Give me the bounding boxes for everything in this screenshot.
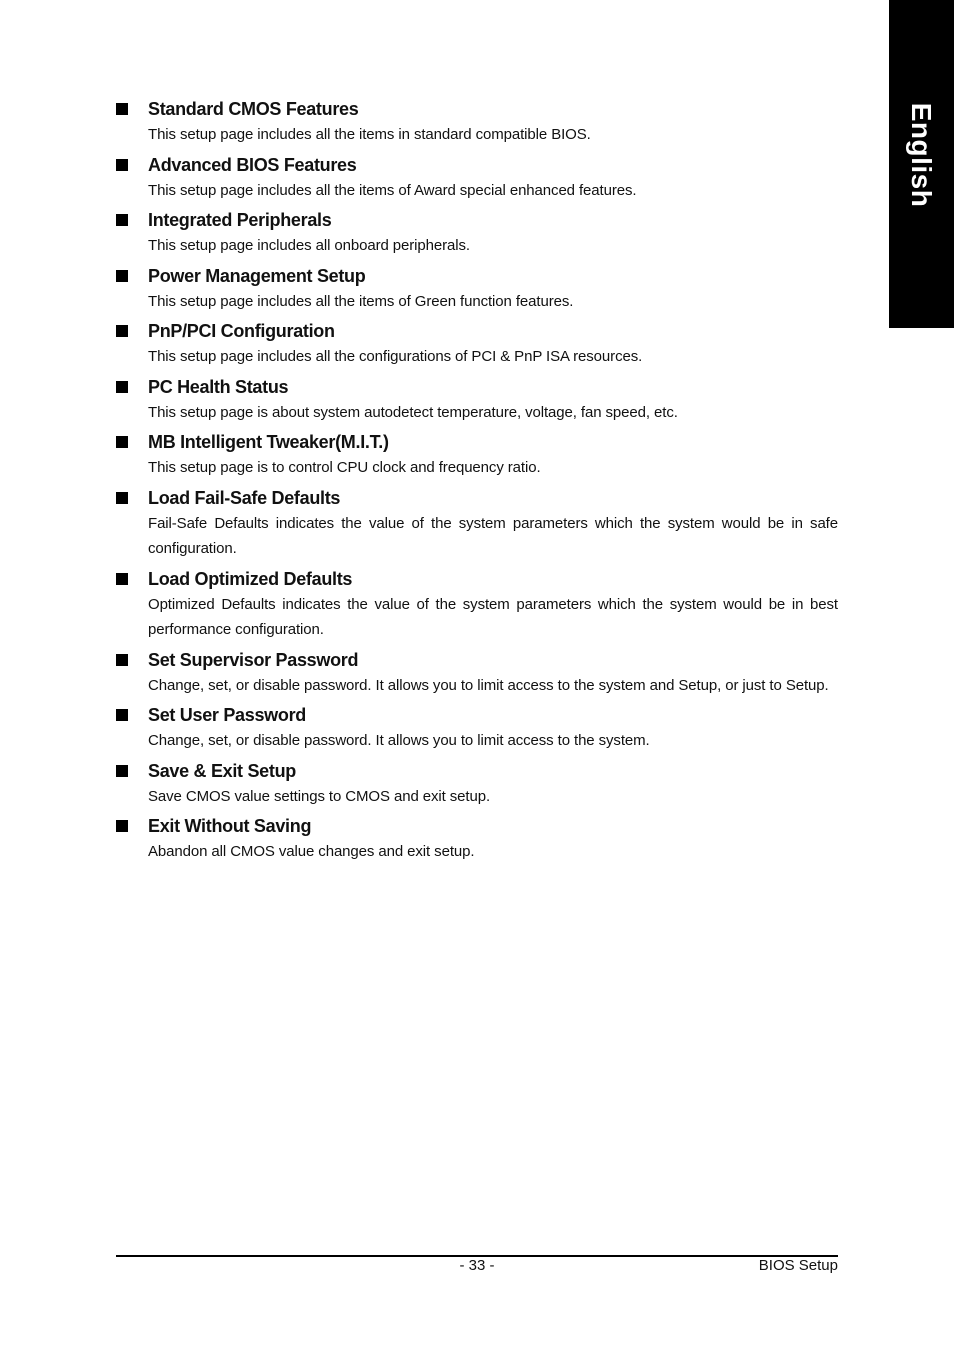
item-title-row xyxy=(116,263,838,289)
item-description: Change, set, or disable password. It allows you to limit access to the system. xyxy=(148,732,650,749)
item-title: MB Intelligent Tweaker(M.I.T.) xyxy=(148,432,389,452)
item-title-row xyxy=(116,702,838,728)
page-number: - 33 - xyxy=(459,1257,495,1274)
item-title: Advanced BIOS Features xyxy=(148,154,357,175)
footer-section-name: BIOS Setup xyxy=(758,1257,838,1274)
square-bullet-icon xyxy=(116,820,128,832)
item-description: This setup page includes all the items of Award special enhanced features. xyxy=(148,181,637,199)
item-title: Set User Password xyxy=(148,705,306,725)
item-title-row xyxy=(116,152,838,178)
menu-item-save-exit-setup xyxy=(116,758,838,810)
item-title: Exit Without Saving xyxy=(148,816,312,836)
item-title-row xyxy=(116,647,838,673)
square-bullet-icon xyxy=(116,159,128,171)
item-title-row xyxy=(116,429,838,455)
item-description: This setup page is about system autodetect temperature, voltage, fan speed, etc. xyxy=(148,403,678,421)
item-title-row xyxy=(116,207,838,233)
menu-item-standard-cmos-features xyxy=(116,96,838,148)
item-description: This setup page is to control CPU clock and frequency ratio. xyxy=(148,459,541,476)
item-title-row xyxy=(116,566,838,592)
item-description: Change, set, or disable password. It allows you to limit access to the system and Setup, or just to Setup. xyxy=(148,676,829,694)
language-tab-label: English xyxy=(906,102,937,208)
menu-item-power-management-setup xyxy=(116,263,838,315)
item-title-row xyxy=(116,374,838,400)
item-title: PnP/PCI Configuration xyxy=(148,321,335,341)
square-bullet-icon xyxy=(116,325,128,337)
square-bullet-icon xyxy=(116,436,128,448)
item-description: This setup page includes all onboard peripherals. xyxy=(148,237,470,254)
item-description: This setup page includes all the items in standard compatible BIOS. xyxy=(148,126,591,143)
item-description: Abandon all CMOS value changes and exit setup. xyxy=(148,843,475,860)
item-title: Standard CMOS Features xyxy=(148,99,359,119)
language-tab xyxy=(889,0,954,328)
item-description: This setup page includes all the items of Green function features. xyxy=(148,292,574,310)
item-description: Save CMOS value settings to CMOS and exit setup. xyxy=(148,787,491,805)
item-title-row xyxy=(116,96,838,122)
menu-item-load-fail-safe-defaults xyxy=(116,485,838,562)
item-title-row xyxy=(116,318,838,344)
menu-item-exit-without-saving xyxy=(116,813,838,865)
item-title: Load Fail-Safe Defaults xyxy=(148,487,341,508)
square-bullet-icon xyxy=(116,573,128,585)
item-title: Load Optimized Defaults xyxy=(148,568,353,589)
menu-item-integrated-peripherals xyxy=(116,207,838,259)
menu-item-pc-health-status xyxy=(116,374,838,426)
menu-item-list xyxy=(116,96,838,869)
square-bullet-icon xyxy=(116,381,128,393)
item-title-row xyxy=(116,758,838,784)
item-description: This setup page includes all the configurations of PCI & PnP ISA resources. xyxy=(148,348,643,365)
item-title: PC Health Status xyxy=(148,376,289,397)
item-title-row xyxy=(116,485,838,511)
square-bullet-icon xyxy=(116,709,128,721)
menu-item-advanced-bios-features xyxy=(116,152,838,204)
menu-item-pnp-pci-configuration xyxy=(116,318,838,370)
square-bullet-icon xyxy=(116,765,128,777)
item-title: Set Supervisor Password xyxy=(148,649,359,670)
item-title: Integrated Peripherals xyxy=(148,210,332,230)
menu-item-set-user-password xyxy=(116,702,838,754)
item-title-row xyxy=(116,813,838,839)
menu-item-mb-intelligent-tweaker xyxy=(116,429,838,481)
menu-item-load-optimized-defaults xyxy=(116,566,838,643)
square-bullet-icon xyxy=(116,270,128,282)
item-title: Save & Exit Setup xyxy=(148,760,296,781)
square-bullet-icon xyxy=(116,103,128,115)
item-description: Fail-Safe Defaults indicates the value of the system parameters which the system would be in safe configuration. xyxy=(148,514,838,557)
item-title: Power Management Setup xyxy=(148,265,366,286)
square-bullet-icon xyxy=(116,654,128,666)
item-description: Optimized Defaults indicates the value of the system parameters which the system would be in best performance configuration. xyxy=(148,595,838,638)
menu-item-set-supervisor-password xyxy=(116,647,838,699)
square-bullet-icon xyxy=(116,214,128,226)
square-bullet-icon xyxy=(116,492,128,504)
